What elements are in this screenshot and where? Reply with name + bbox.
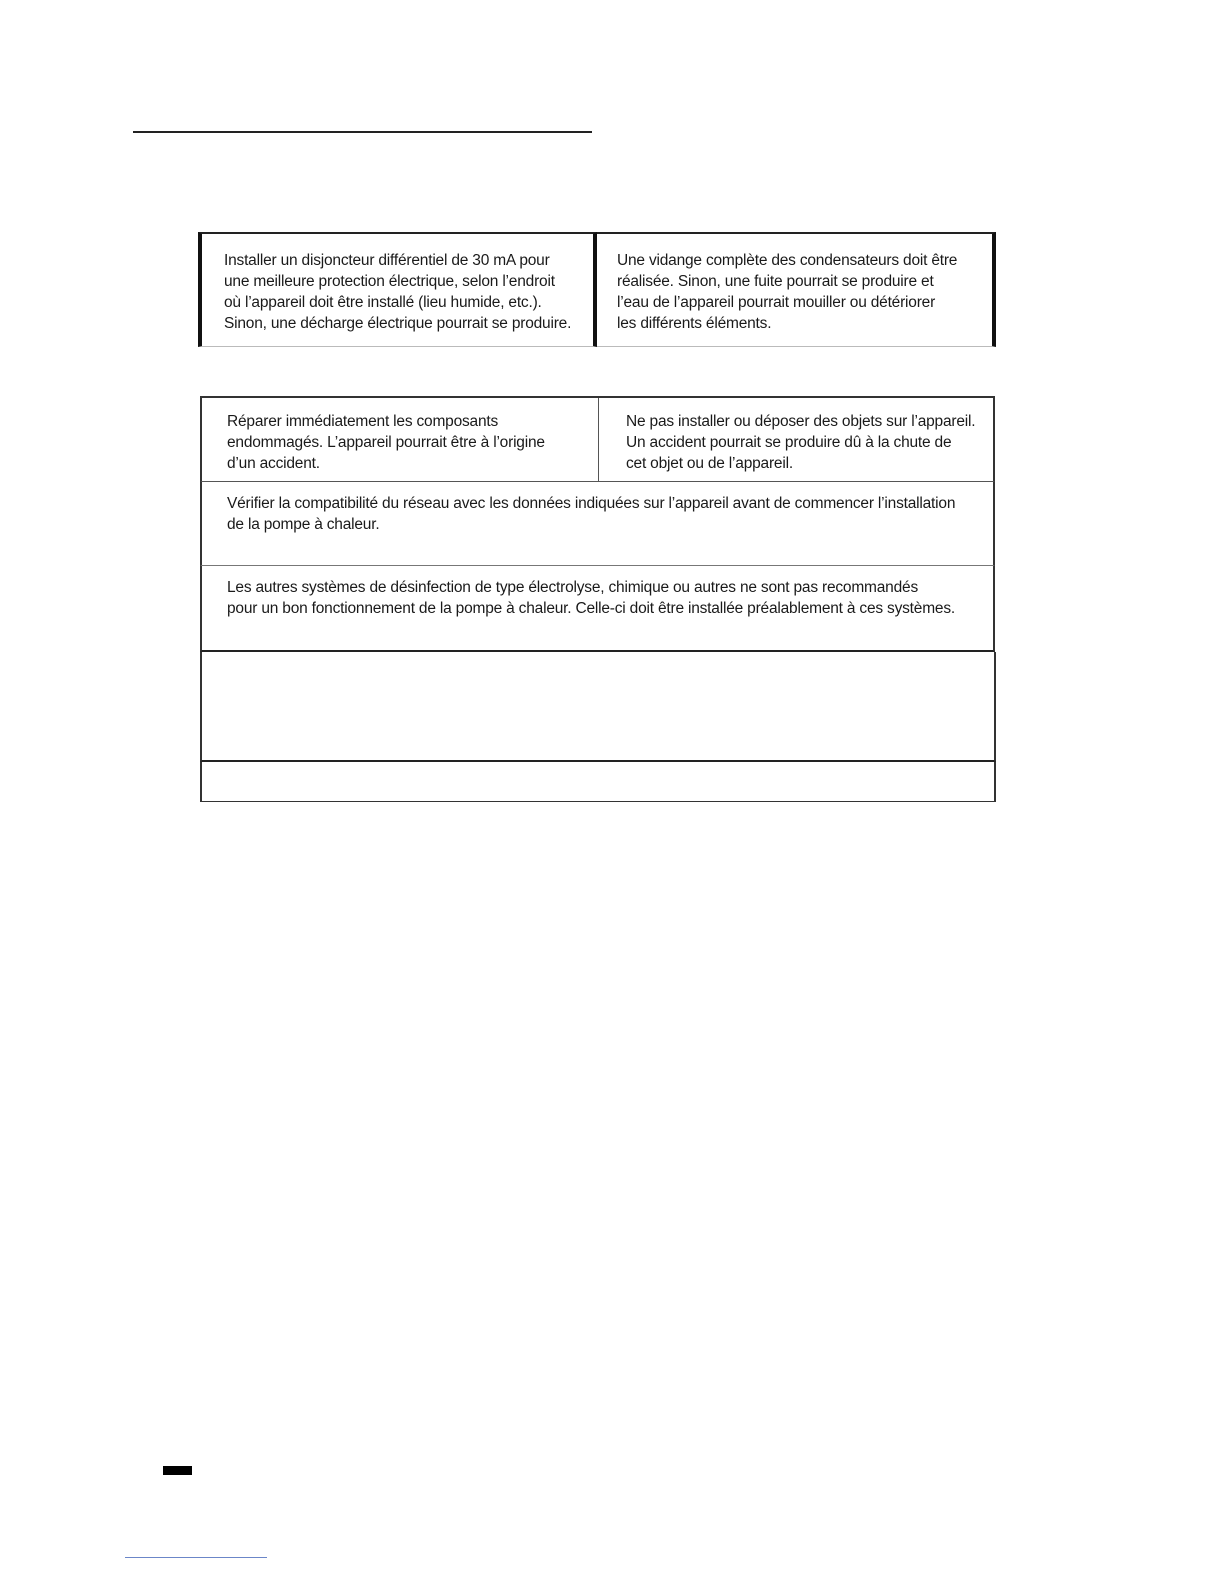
warning-cell-condenser-drain — [597, 232, 996, 347]
text-line: d’un accident. — [227, 455, 320, 472]
caution-text-disinfection — [227, 577, 993, 619]
text-line: Vérifier la compatibilité du réseau avec les données indiquées sur l’appareil avant de commencer l’installation — [227, 495, 956, 512]
text-line: l’eau de l’appareil pourrait mouiller ou détériorer — [617, 294, 936, 311]
text-line: Réparer immédiatement les composants — [227, 413, 499, 430]
warning-table-top — [198, 232, 996, 347]
caution-cell-no-objects — [599, 398, 993, 482]
text-line: Ne pas installer ou déposer des objets sur l’appareil. — [626, 413, 976, 430]
caution-table — [200, 396, 996, 802]
text-line: Installer un disjoncteur différentiel de 30 mA pour — [224, 252, 550, 269]
text-line: Les autres systèmes de désinfection de type électrolyse, chimique ou autres ne sont pas recommandés — [227, 579, 918, 596]
text-line: pour un bon fonctionnement de la pompe à chaleur. Celle-ci doit être installée préalablement à ces systèmes. — [227, 600, 956, 617]
warning-text-condenser-drain — [617, 250, 992, 334]
footer-link-underline — [125, 1557, 267, 1558]
empty-table-row — [200, 652, 996, 762]
text-line: réalisée. Sinon, une fuite pourrait se produire et — [617, 273, 934, 290]
warning-text-circuit-breaker — [224, 250, 593, 334]
text-line: où l’appareil doit être installé (lieu humide, etc.). — [224, 294, 542, 311]
text-line: Sinon, une décharge électrique pourrait se produire. — [224, 315, 572, 332]
caution-row-disinfection — [200, 566, 995, 652]
caution-text-network-check — [227, 493, 993, 535]
text-line: cet objet ou de l’appareil. — [626, 455, 793, 472]
warning-cell-circuit-breaker — [198, 232, 597, 347]
text-line: endommagés. L’appareil pourrait être à l’origine — [227, 434, 545, 451]
caution-row-network-check — [200, 482, 995, 566]
caution-text-repair — [227, 411, 598, 474]
text-line: une meilleure protection électrique, selon l’endroit — [224, 273, 555, 290]
page-number-marker — [163, 1466, 192, 1475]
text-line: les différents éléments. — [617, 315, 772, 332]
header-rule — [133, 131, 592, 133]
text-line: de la pompe à chaleur. — [227, 516, 380, 533]
caution-row-repair-objects — [200, 396, 995, 482]
caution-cell-repair — [202, 398, 599, 482]
text-line: Une vidange complète des condensateurs doit être — [617, 252, 958, 269]
empty-table-row — [200, 762, 996, 802]
caution-text-no-objects — [626, 411, 993, 474]
text-line: Un accident pourrait se produire dû à la chute de — [626, 434, 952, 451]
